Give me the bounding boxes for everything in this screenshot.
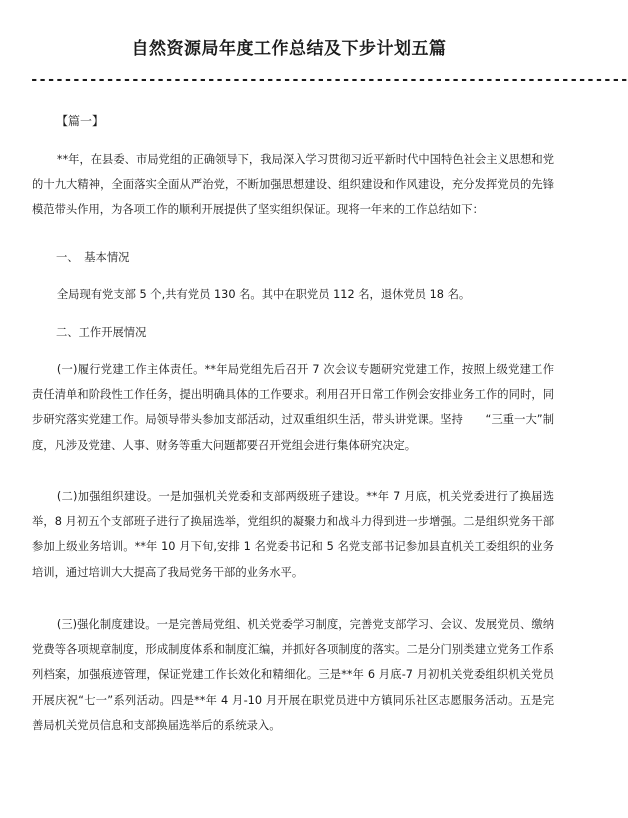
section-label: 【篇一】 [56, 114, 105, 128]
item-3-paragraph: (三)强化制度建设。一是完善局党组、机关党委学习制度，完善党支部学习、会议、发展党员、缴纳党费等各项规章制度，形成制度体系和制度汇编，并抓好各项制度的落实。二是分门别类建立党务工作系列档案，加强痕迹管理，保证党建工作长效化和精细化。三是**年 6 月底-7 月初机关党委组织机关党员开展庆祝“七一”系列活动。四是**年 4 月-10 月开展在职党员进中方镇同乐社区志愿服务活动。五是完善局机关党员信息和支部换届选举后的系统录入。 [32, 618, 554, 732]
intro-paragraph: **年，在县委、市局党组的正确领导下，我局深入学习贯彻习近平新时代中国特色社会主义思想和党的十九大精神，全面落实全面从严治党，不断加强思想建设、组织建设和作风建设，充分发挥党员的先锋模范带头作用，为各项工作的顺利开展提供了坚实组织保证。现将一年来的工作总结如下： [32, 153, 554, 217]
item-2-paragraph: (二)加强组织建设。一是加强机关党委和支部两级班子建设。**年 7 月底，机关党委进行了换届选举，8 月初五个支部班子进行了换届选举，党组织的凝聚力和战斗力得到进一步增强。二是组织党务干部参加上级业务培训。**年 10 月下旬,安排 1 名党委书记和 5 名党支部书记参加县直机关工委组织的业务培训，通过培训大大提高了我局党务干部的业务水平。 [32, 490, 554, 579]
heading-work-progress: 二、工作开展情况 [56, 326, 147, 339]
heading-basic-info: 一、 基本情况 [56, 251, 130, 264]
document-title: 自然资源局年度工作总结及下步计划五篇 [131, 39, 447, 59]
basic-info-paragraph: 全局现有党支部 5 个,共有党员 130 名。其中在职党员 112 名，退休党员 18 名。 [56, 288, 471, 301]
dashed-divider: ----------------------------------------------------------------------- [30, 72, 628, 88]
item-1-paragraph: (一)履行党建工作主体责任。**年局党组先后召开 7 次会议专题研究党建工作，按照上级党建工作责任清单和阶段性工作任务，提出明确具体的工作要求。利用召开日常工作例会安排业务工作的同时，同步研究落实党建工作。局领导带头参加支部活动，过双重组织生活，带头讲党课。坚持 “三重一大”制度，凡涉及党建、人事、财务等重大问题都要召开党组会进行集体研究决定。 [32, 363, 554, 452]
